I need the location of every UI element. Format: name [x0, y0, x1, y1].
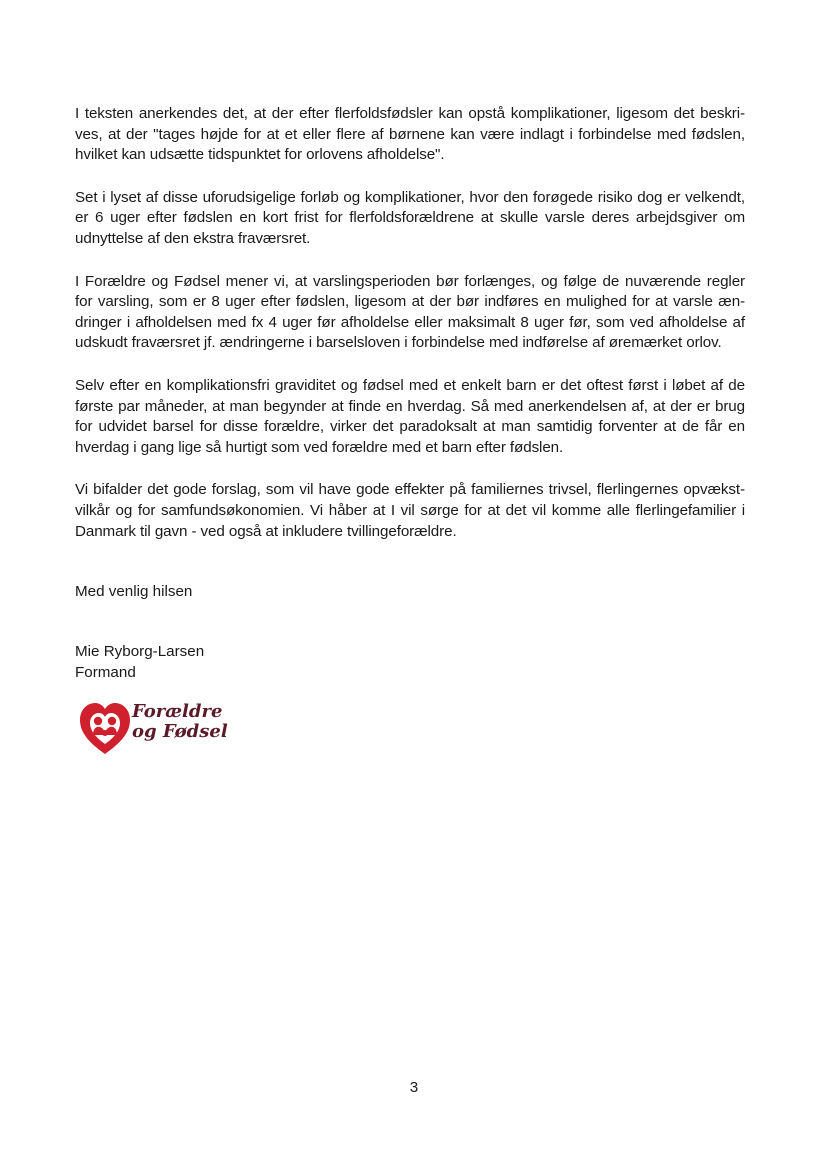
text-line: er 6 uger efter fødslen en kort frist for flerfoldsforældrene at skulle varsle deres arbejdsgiver om: [75, 209, 745, 227]
text-line: Vi bifalder det gode forslag, som vil have gode effekter på familiernes trivsel, flerlingernes opvækst-: [75, 481, 745, 499]
text-line: dringer i afholdelsen med fx 4 uger før afholdelse eller maksimalt 8 uger før, som ved afholdelse af: [75, 313, 745, 331]
paragraph-recommendation: [75, 272, 745, 354]
organization-logo: [78, 700, 228, 760]
text-line: for udvidet barsel for disse forældre, virker det paradoksalt at man samtidig forventer at de får en: [75, 418, 745, 436]
signature-block: [75, 642, 204, 683]
paragraph-notice-period: [75, 188, 745, 250]
paragraph-complications: [75, 104, 745, 166]
text-line: I teksten anerkendes det, at der efter flerfoldsfødsler kan opstå komplikationer, ligesom det beskri-: [75, 105, 745, 122]
signer-name: Mie Ryborg-Larsen: [75, 643, 205, 660]
logo-text-line: Forældre: [132, 701, 223, 722]
text-line: for varsling, som er 8 uger efter fødslen, ligesom at der bør indføres en mulighed for at varsle æn-: [75, 293, 745, 311]
logo-wordmark: [132, 702, 228, 742]
text-line: vilkår og for samfundsøkonomien. Vi håber at I vil sørge for at det vil komme alle flerlingefamilier i: [75, 501, 745, 519]
text-line: hvilket kan udsætte tidspunktet for orlovens afholdelse".: [75, 146, 445, 164]
text-line: Set i lyset af disse uforudsigelige forløb og komplikationer, hvor den forøgede risiko dog er velkendt,: [75, 188, 745, 206]
logo-text-line: og Fødsel: [132, 721, 228, 742]
paragraph-everyday-life: [75, 376, 745, 458]
text-line: ves, at der "tages højde for at et eller flere af børnene kan være indlagt i forbindelse med fødslen,: [75, 125, 745, 143]
heart-logo-icon: [78, 700, 132, 760]
page-number: 3: [409, 1079, 419, 1096]
text-line: Danmark til gavn - ved også at inkludere tvillingeforældre.: [75, 522, 457, 540]
text-line: hverdag i gang lige så hurtigt som ved forældre med et barn efter fødslen.: [75, 438, 564, 456]
letter-body: [75, 104, 745, 564]
text-line: Selv efter en komplikationsfri graviditet og fødsel med et enkelt barn er det oftest først i løbet af de: [75, 376, 745, 394]
paragraph-support: [75, 480, 745, 542]
text-line: I Forældre og Fødsel mener vi, at varslingsperioden bør forlænges, og følge de nuværende regler: [75, 272, 745, 290]
text-line: første par måneder, at man begynder at finde en hverdag. Så med anerkendelsen af, at der er brug: [75, 397, 745, 415]
text-line: udskudt fraværsret jf. ændringerne i barselsloven i forbindelse med indførelse af øremærket orlov.: [75, 334, 722, 352]
closing-phrase: Med venlig hilsen: [75, 583, 193, 600]
text-line: udnyttelse af den ekstra fraværsret.: [75, 229, 311, 247]
signer-title: Formand: [75, 663, 136, 681]
